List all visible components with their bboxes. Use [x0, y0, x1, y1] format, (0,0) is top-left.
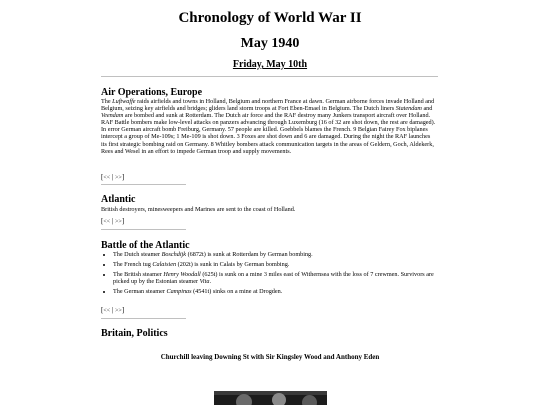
- prev-link[interactable]: <<: [103, 175, 111, 181]
- next-link[interactable]: >>: [115, 219, 122, 225]
- divider: [101, 229, 186, 230]
- page-title: Chronology of World War II: [178, 10, 362, 26]
- list-item: • The Dutch steamer Boschdijk (6872t) is sunk at Rotterdam by German bombing.: [113, 251, 449, 258]
- atlantic-text: British destroyers, minesweepers and Marines are sent to the coast of Holland.: [101, 206, 296, 213]
- nav-links-air: [<< | >>]: [101, 173, 125, 181]
- divider: [101, 184, 186, 185]
- list-item: • The French tug Calaisien (202t) is sunk in Calais by German bombing.: [113, 261, 449, 268]
- list-item: • The British steamer Henry Woodall (625t) is sunk on a mine 3 miles east of Withernsea with the loss of 7 crewmen. Survivors are picked up by the Estonian steamer Vita.: [113, 271, 449, 285]
- section-title-air-operations: Air Operations, Europe: [101, 87, 203, 98]
- photo-caption: Churchill leaving Downing St with Sir Kingsley Wood and Anthony Eden: [160, 353, 380, 361]
- date-heading: Friday, May 10th: [232, 59, 308, 70]
- month-heading: May 1940: [240, 36, 300, 51]
- section-title-atlantic: Atlantic: [101, 194, 136, 205]
- divider: [101, 76, 438, 77]
- list-item: • The German steamer Campinas (4541t) sinks on a mine at Drogden.: [113, 288, 449, 295]
- section-title-battle-of-the-atlantic: Battle of the Atlantic: [101, 240, 190, 251]
- divider: [101, 318, 186, 319]
- air-operations-text: The Luftwaffe raids airfields and towns in Holland, Belgium and northern France at dawn. German airborne forces invade Holland and Belgium, seizing key airfields and bridges; gliders land storm troops at Fort Eben-Emael in Belgium. The Dutch liners Statendam and Veendam are bombed and sunk at Rotterdam. The Dutch air force and the RAF destroy many Junkers transport aircraft over Holland. RAF Battle bombers make low-level attacks on panzers advancing through Luxemburg (16 of 32 are shot down, the rest are damaged). In error German aircraft bomb Freiburg, Germany. 57 people are killed. Goebbels blames the French. 9 Belgian Fairey Fox biplanes intercept a group of Me-109s; 1 Me-109 is shot down. 3 Foxes are shot down and 6 are damaged. During the night the RAF launches its first strategic bombing raid on Germany. 8 Whitley bombers attack communication targets in the areas of Geldern, Goch, Aldekerk, Rees and Wesel in an effort to impede German troop and supply movements.: [101, 98, 436, 155]
- nav-links-battle-atlantic: [<< | >>]: [101, 306, 125, 314]
- nav-links-atlantic: [<< | >>]: [101, 217, 125, 225]
- prev-link[interactable]: <<: [103, 219, 111, 225]
- next-link[interactable]: >>: [115, 308, 122, 314]
- section-title-britain-politics: Britain, Politics: [101, 328, 168, 339]
- prev-link[interactable]: <<: [103, 308, 111, 314]
- churchill-photo: [214, 391, 327, 405]
- battle-atlantic-list: [101, 251, 449, 298]
- next-link[interactable]: >>: [115, 175, 122, 181]
